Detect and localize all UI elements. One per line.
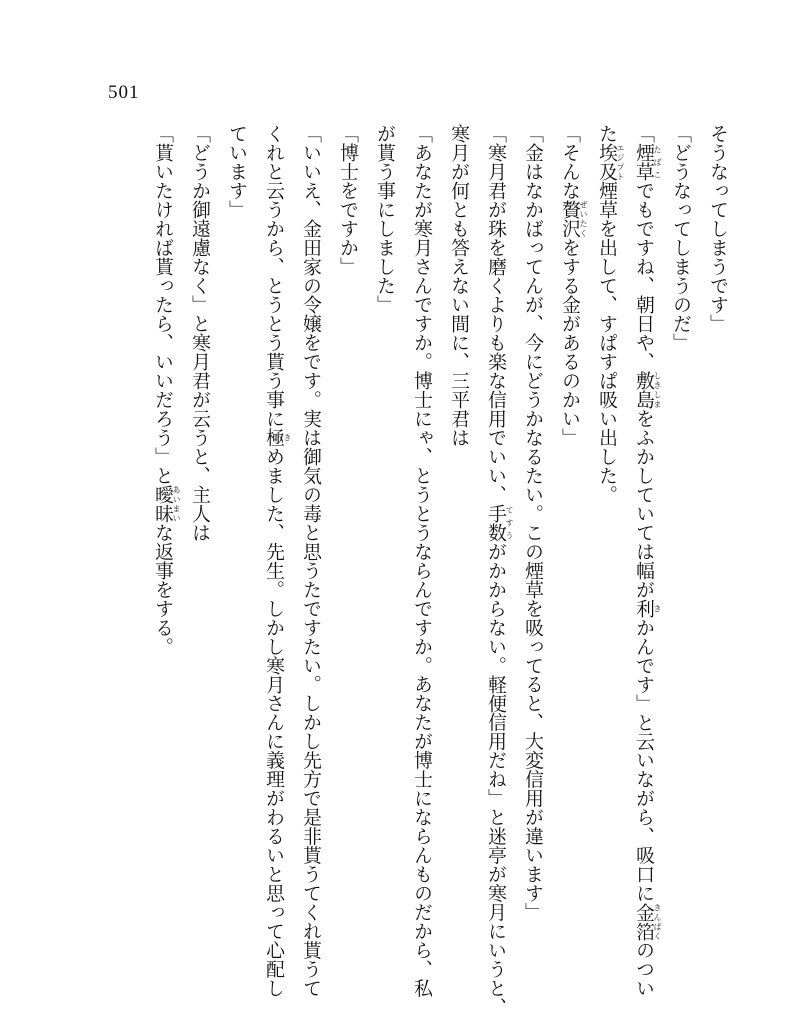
text-segment: 「 [633, 124, 654, 143]
text-line [144, 124, 181, 924]
ruby-word [633, 143, 662, 181]
text-segment: 「博士をですか」 [337, 124, 358, 276]
text-line [403, 124, 440, 998]
ruby-word [633, 370, 662, 409]
ruby-base: 曖昧 [152, 484, 173, 523]
ruby-base: 敷島 [633, 370, 654, 409]
text-line [255, 124, 292, 998]
text-segment: めました、先生。しかし寒月さんに義理がわるいと思って心配し [263, 446, 284, 998]
text-segment: 「どうか御遠慮なく」と寒月君が云うと、主人は [189, 124, 210, 542]
text-line [699, 124, 736, 924]
text-line [181, 124, 218, 924]
page-number: 501 [108, 82, 140, 103]
text-line [588, 124, 625, 924]
text-line [329, 124, 366, 924]
ruby-base: 金箔 [633, 902, 654, 941]
text-line [551, 124, 588, 924]
text-segment: をふかしていては幅が [633, 408, 654, 599]
text-segment: ています」 [226, 124, 247, 219]
text-line [514, 124, 551, 924]
text-segment: がかからない。軽便信用だね」と迷亭が寒月にいうと、 [485, 541, 506, 1017]
text-segment: が貰う事にしました」 [374, 124, 395, 314]
text-segment: 寒月が何とも答えない間に、三平君は [448, 124, 469, 447]
ruby-reading: あいまい [172, 484, 181, 523]
text-segment: 「金はなかばってんが、今にどうかなるたい。この煙草を吸ってると、大変信用が違います」 [522, 124, 543, 922]
ruby-word [559, 199, 588, 238]
ruby-reading: たばこ [653, 143, 662, 181]
ruby-base: 贅沢 [559, 199, 580, 238]
ruby-base: 極 [263, 427, 284, 447]
text-segment: をする金があるのかい」 [559, 237, 580, 447]
text-line [477, 124, 514, 1017]
ruby-word [596, 143, 625, 181]
text-segment: 「寒月君が珠を磨くよりも楽な信用でいい、 [485, 124, 506, 504]
ruby-word [152, 484, 181, 523]
text-line [218, 124, 255, 924]
ruby-base: 煙草 [633, 143, 654, 181]
text-segment: た [596, 124, 617, 143]
ruby-word [633, 598, 662, 618]
text-segment: でもですね、朝日や、 [633, 180, 654, 371]
text-segment: 煙草を出して、すぱすぱ吸い出した。 [596, 180, 617, 504]
text-segment: 「あなたが寒月さんですか。博士にゃ、とうとうならんですか。あなたが博士にならんものだから、私 [411, 124, 432, 998]
text-segment: のつい [633, 940, 654, 998]
ruby-base: 埃及 [596, 143, 617, 181]
ruby-base: 手数 [485, 503, 506, 542]
ruby-reading: てすう [505, 503, 514, 542]
ruby-reading: ぜいたく [579, 199, 588, 238]
text-segment: な返事をする。 [152, 522, 173, 656]
text-segment: くれと云うから、とうとう貰う事に [263, 124, 284, 428]
ruby-word [633, 902, 662, 941]
vertical-text-body [120, 124, 736, 1017]
ruby-reading: エジプト [616, 143, 625, 181]
text-line [625, 124, 662, 998]
ruby-word [485, 503, 514, 542]
ruby-reading: き [653, 598, 662, 618]
text-segment: かんです」と云いながら、吸口に [633, 617, 654, 903]
text-line [662, 124, 699, 924]
text-segment: 「いいえ、金田家の令嬢をです。実は御気の毒と思うたですたい。しかし先方で是非貰うてくれ貰うて [300, 124, 321, 998]
text-line [292, 124, 329, 998]
text-line [366, 124, 403, 924]
text-segment: 「貰いたければ貰ったら、いいだろう」と [152, 124, 173, 485]
ruby-reading: き [283, 427, 292, 447]
text-segment: 「どうなってしまうのだ」 [670, 124, 691, 352]
ruby-reading: きんぱく [653, 902, 662, 941]
ruby-reading: しきしま [653, 370, 662, 409]
text-segment: そうなってしまうです」 [707, 124, 728, 333]
text-segment: 「そんな [559, 124, 580, 200]
ruby-word [263, 427, 292, 447]
ruby-base: 利 [633, 598, 654, 618]
text-line [440, 124, 477, 924]
